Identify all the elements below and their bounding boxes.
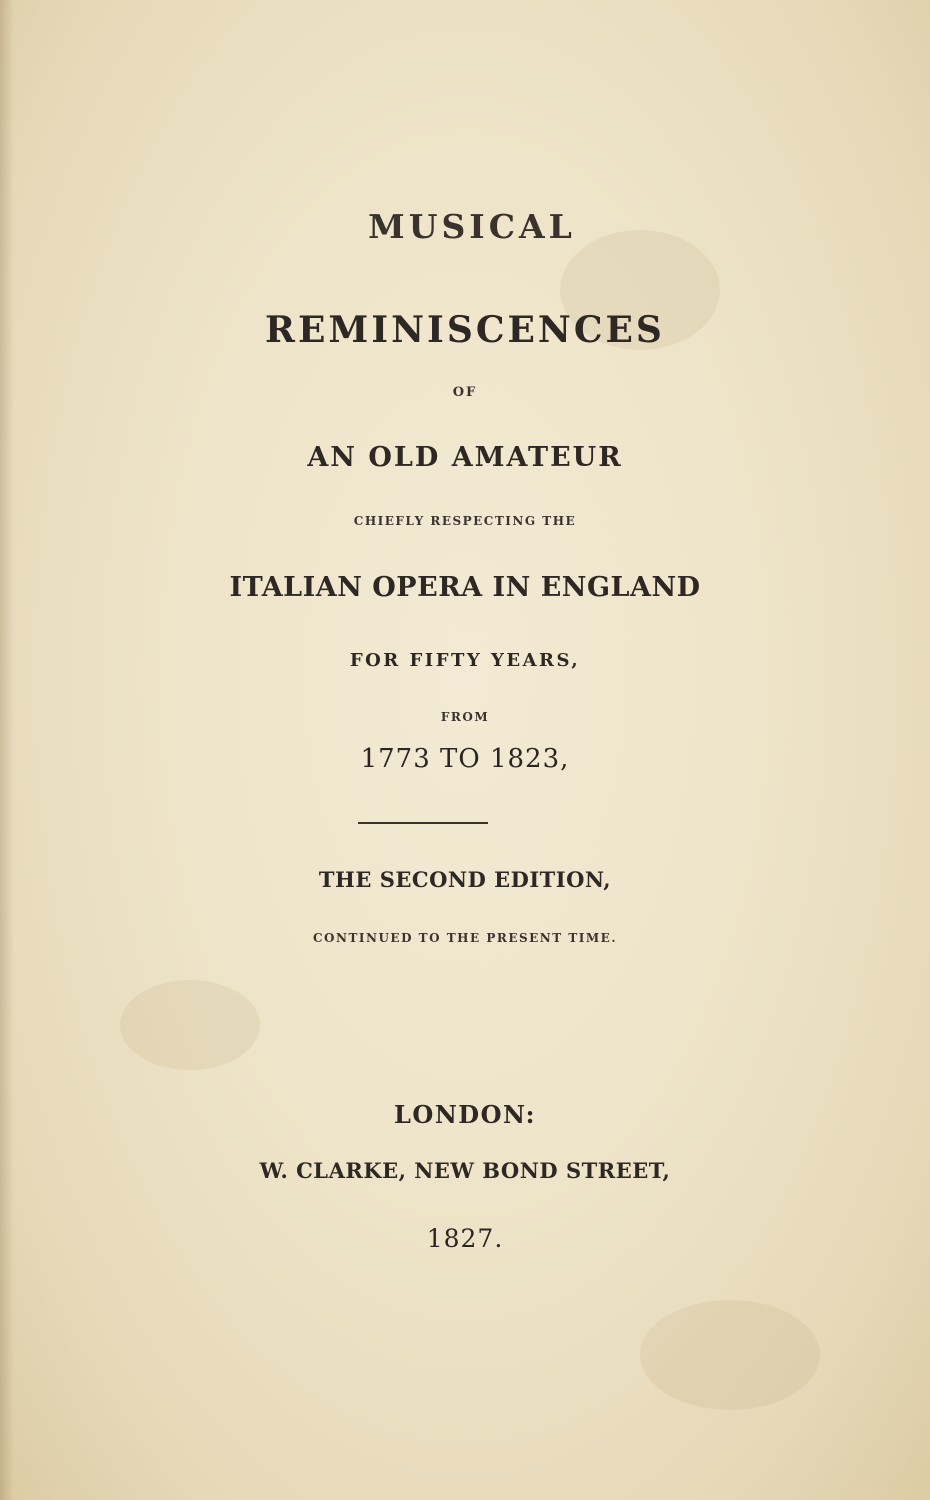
title-line-italian-opera: ITALIAN OPERA IN ENGLAND xyxy=(229,572,701,603)
imprint-publisher: W. CLARKE, NEW BOND STREET, xyxy=(259,1158,671,1183)
imprint-place: LONDON: xyxy=(394,1100,536,1129)
divider-rule xyxy=(358,822,488,824)
age-spot xyxy=(120,980,260,1070)
title-line-fifty-years: FOR FIFTY YEARS, xyxy=(349,650,581,671)
title-line-chiefly-respecting: CHIEFLY RESPECTING THE xyxy=(353,514,577,528)
title-line-year-range: 1773 TO 1823, xyxy=(360,744,570,774)
imprint-year: 1827. xyxy=(426,1224,504,1253)
title-line-old-amateur: AN OLD AMATEUR xyxy=(307,442,623,473)
title-line-musical: MUSICAL xyxy=(368,207,576,246)
edition-note: CONTINUED TO THE PRESENT TIME. xyxy=(312,931,617,945)
age-spot xyxy=(640,1300,820,1410)
title-line-from: FROM xyxy=(440,710,490,724)
title-line-of: OF xyxy=(452,385,478,400)
edition-statement: THE SECOND EDITION, xyxy=(318,867,612,892)
title-line-reminiscences: REMINISCENCES xyxy=(265,309,665,351)
